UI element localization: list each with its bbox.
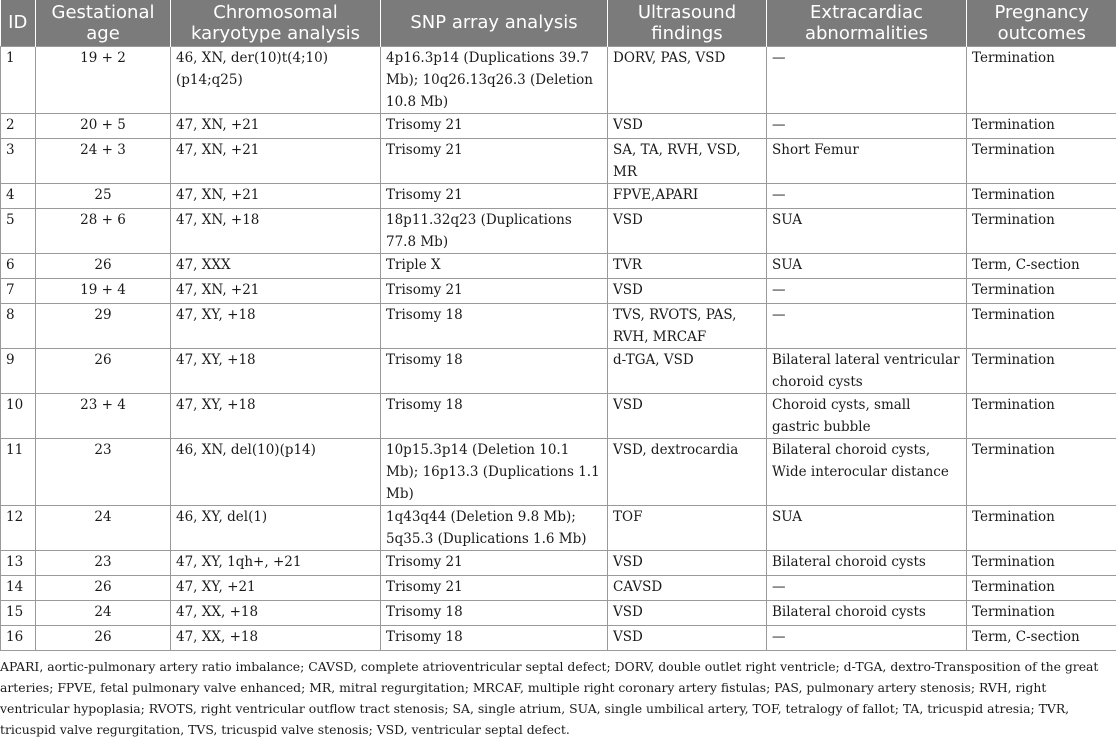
- cell-outcome: Termination: [967, 505, 1116, 550]
- cell-snp: Trisomy 18: [381, 600, 608, 625]
- cell-outcome: Termination: [967, 575, 1116, 600]
- cell-extracardiac: Short Femur: [767, 138, 967, 183]
- cell-id: 9: [1, 348, 36, 393]
- cell-gestational-age: 23 + 4: [36, 393, 171, 438]
- cell-outcome: Termination: [967, 208, 1116, 253]
- cell-extracardiac: —: [767, 625, 967, 650]
- cell-extracardiac: —: [767, 113, 967, 138]
- cell-outcome: Termination: [967, 438, 1116, 505]
- cell-snp: Trisomy 21: [381, 138, 608, 183]
- cell-ultrasound: VSD: [608, 600, 767, 625]
- table-row: [1, 113, 1116, 138]
- header-karyotype: Chromosomal karyotype analysis: [171, 0, 381, 46]
- cell-id: 8: [1, 303, 36, 348]
- cell-karyotype: 47, XXX: [171, 253, 381, 278]
- cell-ultrasound: DORV, PAS, VSD: [608, 46, 767, 113]
- cell-gestational-age: 26: [36, 253, 171, 278]
- cell-karyotype: 46, XN, del(10)(p14): [171, 438, 381, 505]
- cell-gestational-age: 24 + 3: [36, 138, 171, 183]
- table-row: [1, 438, 1116, 505]
- cell-snp: Trisomy 21: [381, 575, 608, 600]
- cell-ultrasound: VSD: [608, 625, 767, 650]
- cell-gestational-age: 26: [36, 625, 171, 650]
- cell-outcome: Termination: [967, 600, 1116, 625]
- cell-id: 7: [1, 278, 36, 303]
- cell-karyotype: 47, XX, +18: [171, 600, 381, 625]
- cell-outcome: Termination: [967, 113, 1116, 138]
- cell-ultrasound: VSD: [608, 393, 767, 438]
- cell-snp: 10p15.3p14 (Deletion 10.1 Mb); 16p13.3 (Duplications 1.1 Mb): [381, 438, 608, 505]
- cell-gestational-age: 19 + 2: [36, 46, 171, 113]
- cell-karyotype: 46, XY, del(1): [171, 505, 381, 550]
- cell-karyotype: 47, XN, +21: [171, 183, 381, 208]
- cell-karyotype: 46, XN, der(10)t(4;10)(p14;q25): [171, 46, 381, 113]
- cell-karyotype: 47, XN, +21: [171, 278, 381, 303]
- cell-extracardiac: Bilateral choroid cysts: [767, 600, 967, 625]
- table-row: [1, 600, 1116, 625]
- cell-extracardiac: —: [767, 183, 967, 208]
- table-row: [1, 208, 1116, 253]
- cell-id: 5: [1, 208, 36, 253]
- cell-ultrasound: TOF: [608, 505, 767, 550]
- cell-snp: Trisomy 18: [381, 393, 608, 438]
- cell-karyotype: 47, XY, 1qh+, +21: [171, 550, 381, 575]
- cell-gestational-age: 20 + 5: [36, 113, 171, 138]
- table-row: [1, 393, 1116, 438]
- cell-outcome: Termination: [967, 303, 1116, 348]
- cell-ultrasound: FPVE,APARI: [608, 183, 767, 208]
- cell-id: 13: [1, 550, 36, 575]
- cell-gestational-age: 24: [36, 505, 171, 550]
- cell-id: 12: [1, 505, 36, 550]
- cell-snp: 4p16.3p14 (Duplications 39.7 Mb); 10q26.13q26.3 (Deletion 10.8 Mb): [381, 46, 608, 113]
- abbreviations-footnote: APARI, aortic-pulmonary artery ratio imbalance; CAVSD, complete atrioventricular septal defect; DORV, double outlet right ventricle; d-TGA, dextro-Transposition of the great arteries; FPVE, fetal pulmonary valve enhanced; MR, mitral regurgitation; MRCAF, multiple right coronary artery fistulas; PAS, pulmonary artery stenosis; RVH, right ventricular hypoplasia; RVOTS, right ventricular outflow tract stenosis; SA, single atrium, SUA, single umbilical artery, TOF, tetralogy of fallot; TA, tricuspid atresia; TVR, tricuspid valve regurgitation, TVS, tricuspid valve stenosis; VSD, ventricular septal defect.: [0, 659, 1099, 737]
- cell-id: 3: [1, 138, 36, 183]
- cell-id: 4: [1, 183, 36, 208]
- cell-extracardiac: Bilateral choroid cysts: [767, 550, 967, 575]
- cell-outcome: Termination: [967, 46, 1116, 113]
- cell-gestational-age: 24: [36, 600, 171, 625]
- cell-ultrasound: TVS, RVOTS, PAS, RVH, MRCAF: [608, 303, 767, 348]
- cell-ultrasound: TVR: [608, 253, 767, 278]
- table-row: [1, 505, 1116, 550]
- cell-extracardiac: SUA: [767, 253, 967, 278]
- cell-ultrasound: d-TGA, VSD: [608, 348, 767, 393]
- cell-ultrasound: VSD: [608, 550, 767, 575]
- cell-snp: Trisomy 18: [381, 303, 608, 348]
- cell-snp: Trisomy 21: [381, 550, 608, 575]
- cell-karyotype: 47, XN, +21: [171, 138, 381, 183]
- cell-outcome: Termination: [967, 393, 1116, 438]
- cell-id: 14: [1, 575, 36, 600]
- cell-id: 16: [1, 625, 36, 650]
- cell-ultrasound: VSD: [608, 278, 767, 303]
- cell-outcome: Term, C-section: [967, 625, 1116, 650]
- cell-extracardiac: —: [767, 278, 967, 303]
- table-row: [1, 575, 1116, 600]
- table-row: [1, 550, 1116, 575]
- cell-ultrasound: CAVSD: [608, 575, 767, 600]
- cell-gestational-age: 19 + 4: [36, 278, 171, 303]
- cell-id: 1: [1, 46, 36, 113]
- table-row: [1, 625, 1116, 650]
- cell-extracardiac: Bilateral lateral ventricular choroid cysts: [767, 348, 967, 393]
- table-row: [1, 46, 1116, 113]
- cell-ultrasound: VSD, dextrocardia: [608, 438, 767, 505]
- cell-extracardiac: —: [767, 303, 967, 348]
- header-ultrasound: Ultrasound findings: [608, 0, 767, 46]
- header-extracardiac: Extracardiac abnormalities: [767, 0, 967, 46]
- cell-id: 11: [1, 438, 36, 505]
- cell-karyotype: 47, XX, +18: [171, 625, 381, 650]
- header-id: ID: [1, 0, 36, 46]
- cell-ultrasound: VSD: [608, 113, 767, 138]
- cell-snp: Trisomy 18: [381, 625, 608, 650]
- cell-extracardiac: SUA: [767, 505, 967, 550]
- header-snp: SNP array analysis: [381, 0, 608, 46]
- cell-karyotype: 47, XY, +18: [171, 303, 381, 348]
- cell-gestational-age: 23: [36, 438, 171, 505]
- cell-id: 15: [1, 600, 36, 625]
- header-gestational-age: Gestational age: [36, 0, 171, 46]
- cell-id: 6: [1, 253, 36, 278]
- cell-snp: Trisomy 21: [381, 113, 608, 138]
- cell-gestational-age: 29: [36, 303, 171, 348]
- cell-ultrasound: VSD: [608, 208, 767, 253]
- cell-extracardiac: SUA: [767, 208, 967, 253]
- cell-gestational-age: 25: [36, 183, 171, 208]
- cell-extracardiac: Bilateral choroid cysts, Wide interocular distance: [767, 438, 967, 505]
- cell-snp: Trisomy 18: [381, 348, 608, 393]
- cell-outcome: Termination: [967, 138, 1116, 183]
- cell-karyotype: 47, XY, +21: [171, 575, 381, 600]
- table-row: [1, 348, 1116, 393]
- table-row: [1, 183, 1116, 208]
- cell-extracardiac: —: [767, 575, 967, 600]
- cell-karyotype: 47, XN, +18: [171, 208, 381, 253]
- table-row: [1, 253, 1116, 278]
- cell-gestational-age: 28 + 6: [36, 208, 171, 253]
- cell-snp: 1q43q44 (Deletion 9.8 Mb); 5q35.3 (Duplications 1.6 Mb): [381, 505, 608, 550]
- cell-extracardiac: —: [767, 46, 967, 113]
- cell-snp: Trisomy 21: [381, 183, 608, 208]
- cell-gestational-age: 23: [36, 550, 171, 575]
- cell-outcome: Termination: [967, 550, 1116, 575]
- cell-snp: Triple X: [381, 253, 608, 278]
- cell-extracardiac: Choroid cysts, small gastric bubble: [767, 393, 967, 438]
- cell-karyotype: 47, XY, +18: [171, 348, 381, 393]
- header-outcomes: Pregnancy outcomes: [967, 0, 1116, 46]
- cell-snp: Trisomy 21: [381, 278, 608, 303]
- cell-karyotype: 47, XN, +21: [171, 113, 381, 138]
- cell-gestational-age: 26: [36, 575, 171, 600]
- header-row: [1, 0, 1116, 46]
- cell-outcome: Termination: [967, 183, 1116, 208]
- table-row: [1, 278, 1116, 303]
- cell-id: 2: [1, 113, 36, 138]
- cell-outcome: Term, C-section: [967, 253, 1116, 278]
- table-row: [1, 138, 1116, 183]
- cell-ultrasound: SA, TA, RVH, VSD, MR: [608, 138, 767, 183]
- table-row: [1, 303, 1116, 348]
- cell-id: 10: [1, 393, 36, 438]
- cell-karyotype: 47, XY, +18: [171, 393, 381, 438]
- cell-snp: 18p11.32q23 (Duplications 77.8 Mb): [381, 208, 608, 253]
- cell-outcome: Termination: [967, 348, 1116, 393]
- cell-outcome: Termination: [967, 278, 1116, 303]
- cell-gestational-age: 26: [36, 348, 171, 393]
